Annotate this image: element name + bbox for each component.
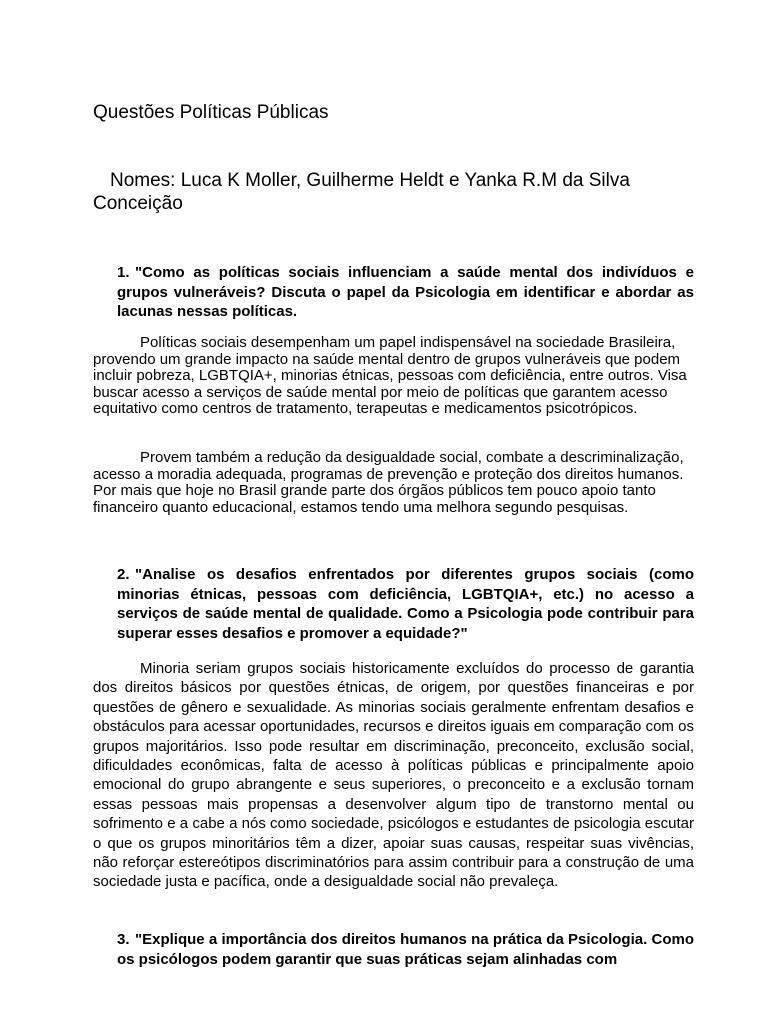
question-1-number: 1. xyxy=(117,264,130,281)
answer-1-paragraph-1: Políticas sociais desempenham um papel indispensável na sociedade Brasileira, provendo um grande impacto na saúde mental dentro de grupos vulneráveis que podem incluir pobreza, LGBTQIA+, minorias étnicas, pessoas com deficiência, entre outros. Visa buscar acesso a serviços de saúde mental por meio de políticas que garantem acesso equitativo como centros de tratamento, terapeutas e medicamentos psicotrópicos. xyxy=(93,334,687,417)
document-title: Questões Políticas Públicas xyxy=(93,102,329,123)
answer-2-paragraph-1: Minoria seriam grupos sociais historicamente excluídos do processo de garantia dos direitos básicos por questões étnicas, de origem, por questões financeiras e por questões de gênero e sexualidade. As minorias sociais geralmente enfrentam desafios e obstáculos para acessar oportunidades, recursos e direitos iguais em comparação com os grupos majoritários. Isso pode resultar em discriminação, preconceito, exclusão social, dificuldades econômicas, falta de acesso à políticas públicas e principalmente apoio emocional do grupo abrangente e seus superiores, o preconceito e a exclusão tornam essas pessoas mais propensas a desenvolver algum tipo de transtorno mental ou sofrimento e a cabe a nós como sociedade, psicólogos e estudantes de psicologia escutar o que os grupos minoritários têm a dizer, apoiar suas causas, respeitar suas vivências, não reforçar estereótipos discriminatórios para assim contribuir para a construção de uma sociedade justa e pacífica, onde a desigualdade social não prevaleça. xyxy=(93,660,694,891)
question-3 xyxy=(117,930,694,969)
question-3-text: "Explique a importância dos direitos humanos na prática da Psicologia. Como os psicólogos podem garantir que suas práticas sejam alinhadas com xyxy=(117,931,694,968)
answer-1-paragraph-2: Provem também a redução da desigualdade social, combate a descriminalização, acesso a moradia adequada, programas de prevenção e proteção dos direitos humanos. Por mais que hoje no Brasil grande parte dos órgãos públicos tem pouco apoio tanto financeiro quanto educacional, estamos tendo uma melhora segundo pesquisas. xyxy=(93,449,684,516)
question-2 xyxy=(117,565,694,643)
question-2-number: 2. xyxy=(117,566,130,583)
author-names: Nomes: Luca K Moller, Guilherme Heldt e Yanka R.M da Silva Conceição xyxy=(93,170,630,214)
question-3-number: 3. xyxy=(117,931,130,948)
question-1-text: "Como as políticas sociais influenciam a saúde mental dos indivíduos e grupos vulneráveis? Discuta o papel da Psicologia em identificar e abordar as lacunas nessas políticas. xyxy=(117,264,694,320)
question-1 xyxy=(117,263,694,322)
question-2-text: "Analise os desafios enfrentados por diferentes grupos sociais (como minorias étnicas, pessoas com deficiência, LGBTQIA+, etc.) no acesso a serviços de saúde mental de qualidade. Como a Psicologia pode contribuir para superar esses desafios e promover a equidade?" xyxy=(117,566,694,642)
